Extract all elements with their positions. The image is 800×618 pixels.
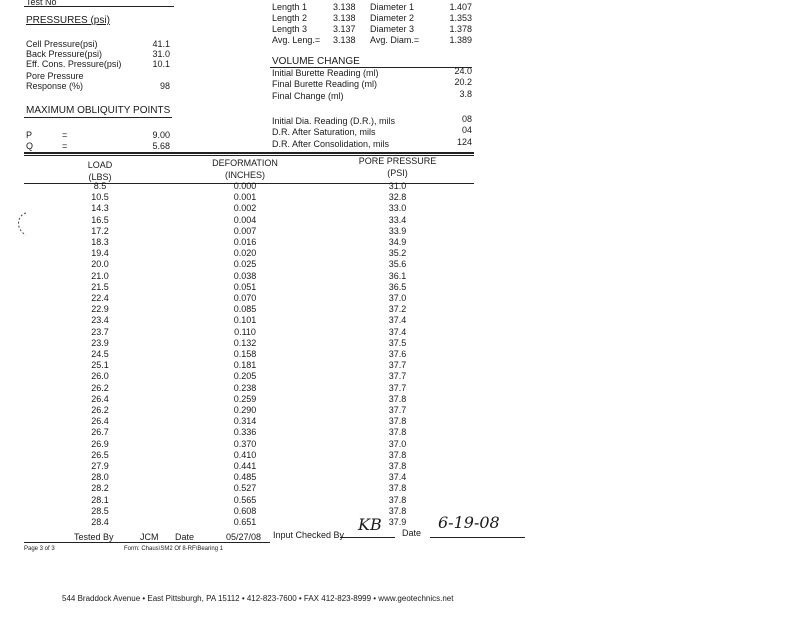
cell-load: 28.0 — [91, 472, 109, 483]
length-value: 3.138 — [333, 13, 356, 23]
checked-by-line — [340, 537, 395, 538]
cell-def: 0.020 — [233, 248, 257, 259]
cell-def: 0.132 — [233, 337, 257, 348]
cell-pore: 37.8 — [388, 449, 407, 460]
length-value: 3.138 — [333, 35, 356, 45]
cell-def: 0.527 — [233, 483, 257, 494]
pressure-value: 31.0 — [152, 49, 170, 59]
table-top-rule — [24, 152, 474, 154]
table-row — [0, 371, 480, 382]
cell-def: 0.410 — [233, 449, 257, 460]
cell-def: 0.001 — [233, 192, 257, 203]
diameter-label: Diameter 1 — [370, 2, 415, 12]
table-row — [0, 450, 480, 461]
cell-load: 26.5 — [91, 449, 109, 460]
diameter-value: 1.407 — [449, 2, 472, 12]
cell-pore: 37.8 — [388, 494, 407, 505]
cell-load: 24.5 — [91, 349, 109, 359]
dial-value: 124 — [456, 137, 472, 147]
pressure-value: 41.1 — [152, 39, 170, 49]
cell-load: 26.4 — [91, 416, 109, 427]
cell-def: 0.016 — [233, 237, 257, 247]
table-row — [0, 338, 480, 349]
company-address: 544 Braddock Avenue • East Pittsburgh, PA 15112 • 412-823-7600 • FAX 412-823-8999 • www.geotechnics.net — [62, 594, 454, 603]
pressure-value: 98 — [159, 81, 170, 91]
diameter-label: Avg. Diam.= — [370, 35, 420, 45]
cell-def: 0.181 — [233, 360, 257, 371]
cell-pore: 36.5 — [388, 281, 407, 292]
cell-def: 0.608 — [233, 505, 257, 516]
table-row — [0, 461, 480, 472]
cell-load: 23.4 — [91, 315, 109, 326]
table-row — [0, 237, 480, 248]
cell-load: 16.5 — [91, 214, 109, 225]
pressure-label: Pore Pressure — [26, 71, 84, 81]
length-label: Length 2 — [272, 13, 308, 23]
date2-handwritten: 6-19-08 — [438, 513, 500, 532]
table-row — [0, 248, 480, 259]
date2-label: Date — [402, 528, 422, 538]
cell-load: 22.4 — [91, 293, 109, 303]
date-value: 05/27/08 — [226, 532, 262, 542]
cell-load: 21.0 — [91, 270, 109, 281]
cell-load: 22.9 — [91, 304, 109, 315]
tested-by-label: Tested By — [74, 532, 114, 542]
page-indicator: Page 3 of 3 — [24, 546, 55, 552]
cell-pore: 37.8 — [388, 483, 407, 494]
table-row — [0, 506, 480, 517]
volume-label: Final Change (ml) — [272, 91, 344, 101]
dial-value: 08 — [461, 114, 472, 124]
pressure-label: Response (%) — [26, 81, 84, 91]
table-row — [0, 215, 480, 226]
checked-by-label: Input Checked By — [273, 530, 345, 540]
pressure-label: Back Pressure(psi) — [26, 49, 103, 59]
cell-def: 0.007 — [233, 225, 257, 236]
cell-load: 26.2 — [91, 382, 109, 393]
cell-pore: 37.8 — [388, 461, 407, 471]
cell-def: 0.290 — [233, 405, 257, 415]
cell-load: 26.2 — [91, 405, 109, 415]
table-row — [0, 405, 480, 416]
cell-def: 0.651 — [233, 517, 257, 527]
tested-line — [24, 542, 270, 543]
test-no-label: Test No — [26, 0, 57, 7]
table-row — [0, 495, 480, 506]
cell-def: 0.565 — [233, 494, 257, 505]
obliquity-label-q: Q — [26, 141, 34, 151]
cell-pore: 37.6 — [388, 349, 407, 359]
length-label: Avg. Leng.= — [272, 35, 321, 45]
date2-line — [430, 537, 525, 538]
col-header-deformation-unit: (INCHES) — [225, 170, 265, 180]
table-row — [0, 181, 480, 192]
dial-label: D.R. After Saturation, mils — [272, 127, 376, 137]
volume-label: Final Burette Reading (ml) — [272, 79, 378, 89]
cell-def: 0.110 — [234, 326, 256, 337]
length-value: 3.138 — [333, 2, 356, 12]
cell-load: 19.4 — [91, 248, 109, 259]
table-row — [0, 349, 480, 360]
cell-pore: 34.9 — [388, 237, 407, 247]
cell-def: 0.336 — [233, 427, 257, 438]
cell-load: 26.7 — [91, 427, 109, 438]
cell-def: 0.158 — [233, 349, 257, 359]
cell-load: 26.9 — [91, 438, 109, 449]
cell-pore: 37.7 — [388, 360, 407, 371]
obliquity-eq-q: = — [62, 141, 68, 151]
dial-label: D.R. After Consolidation, mils — [272, 139, 390, 149]
cell-pore: 37.9 — [388, 517, 407, 527]
cell-def: 0.441 — [233, 461, 257, 471]
table-row — [0, 383, 480, 394]
cell-def: 0.101 — [233, 315, 257, 326]
cell-pore: 37.0 — [388, 438, 407, 449]
cell-load: 26.0 — [91, 371, 109, 382]
col-header-pore: PORE PRESSURE — [358, 156, 437, 166]
cell-load: 8.5 — [93, 181, 107, 191]
cell-load: 28.2 — [91, 483, 109, 494]
date-label: Date — [175, 532, 195, 542]
pressures-title: PRESSURES (psi) — [26, 15, 110, 26]
table-row — [0, 203, 480, 214]
cell-def: 0.485 — [233, 472, 257, 483]
table-row — [0, 394, 480, 405]
cell-pore: 33.0 — [388, 203, 407, 214]
cell-def: 0.370 — [233, 438, 257, 449]
cell-def: 0.205 — [233, 371, 257, 382]
cell-def: 0.004 — [233, 214, 257, 225]
cell-load: 14.3 — [91, 203, 109, 214]
table-row — [0, 304, 480, 315]
form-file-reference: Form: Chaus\SM2 Of 8-RF\Bearing 1 — [124, 546, 224, 552]
table-row — [0, 282, 480, 293]
cell-load: 23.7 — [91, 326, 109, 337]
cell-def: 0.000 — [233, 181, 257, 191]
cell-load: 17.2 — [91, 225, 109, 236]
cell-pore: 37.2 — [388, 304, 407, 315]
cell-load: 21.5 — [91, 281, 109, 292]
test-no-underline — [24, 6, 174, 7]
cell-pore: 37.4 — [388, 326, 407, 337]
max-obliquity-title: MAXIMUM OBLIQUITY POINTS — [26, 105, 171, 116]
cell-load: 27.9 — [91, 461, 109, 471]
col-header-deformation: DEFORMATION — [212, 158, 278, 168]
cell-load: 25.1 — [91, 360, 109, 371]
obliquity-value-p: 9.00 — [152, 130, 170, 140]
cell-load: 20.0 — [91, 259, 109, 270]
cell-pore: 37.7 — [388, 382, 407, 393]
scan-mark-icon — [12, 210, 34, 240]
diameter-label: Diameter 2 — [370, 13, 415, 23]
table-row — [0, 259, 480, 270]
cell-pore: 37.8 — [388, 393, 407, 404]
cell-pore: 35.6 — [388, 259, 407, 270]
cell-load: 26.4 — [91, 393, 109, 404]
table-row — [0, 327, 480, 338]
diameter-value: 1.378 — [449, 24, 472, 34]
cell-def: 0.070 — [233, 293, 257, 303]
diameter-value: 1.389 — [449, 35, 472, 45]
table-row — [0, 439, 480, 450]
cell-pore: 37.4 — [388, 472, 407, 483]
cell-def: 0.259 — [233, 393, 257, 404]
cell-load: 28.1 — [91, 494, 109, 505]
max-obliquity-underline — [24, 117, 172, 118]
volume-label: Initial Burette Reading (ml) — [272, 68, 379, 78]
table-row — [0, 360, 480, 371]
col-header-pore-unit: (PSI) — [387, 168, 408, 178]
table-row — [0, 483, 480, 494]
table-row — [0, 226, 480, 237]
cell-pore: 36.1 — [388, 270, 407, 281]
volume-value: 3.8 — [459, 89, 472, 99]
cell-def: 0.051 — [233, 281, 257, 292]
cell-pore: 35.2 — [388, 248, 407, 259]
cell-pore: 37.5 — [388, 337, 407, 348]
tested-by-value: JCM — [140, 532, 159, 542]
cell-load: 28.5 — [91, 505, 109, 516]
cell-pore: 31.0 — [388, 181, 407, 191]
cell-pore: 33.9 — [388, 225, 407, 236]
diameter-value: 1.353 — [449, 13, 472, 23]
table-row — [0, 271, 480, 282]
cell-pore: 37.8 — [388, 427, 407, 438]
pressure-label: Cell Pressure(psi) — [26, 39, 98, 49]
cell-pore: 37.8 — [388, 416, 407, 427]
table-row — [0, 293, 480, 304]
volume-value: 24.0 — [454, 66, 472, 76]
table-row — [0, 472, 480, 483]
cell-pore: 37.7 — [388, 371, 407, 382]
cell-pore: 33.4 — [388, 214, 407, 225]
cell-load: 10.5 — [91, 192, 109, 203]
diameter-label: Diameter 3 — [370, 24, 415, 34]
table-row — [0, 416, 480, 427]
cell-def: 0.314 — [233, 416, 257, 427]
pressure-label: Eff. Cons. Pressure(psi) — [26, 59, 122, 69]
cell-def: 0.025 — [233, 259, 257, 270]
cell-pore: 37.4 — [388, 315, 407, 326]
length-label: Length 1 — [272, 2, 308, 12]
length-value: 3.137 — [333, 24, 356, 34]
obliquity-eq-p: = — [62, 130, 68, 140]
cell-pore: 37.7 — [388, 405, 407, 415]
dial-label: Initial Dia. Reading (D.R.), mils — [272, 116, 396, 126]
pressure-value: 10.1 — [152, 59, 170, 69]
col-header-load-unit: (LBS) — [88, 172, 112, 182]
cell-def: 0.238 — [233, 382, 257, 393]
volume-value: 20.2 — [454, 77, 472, 87]
table-row — [0, 427, 480, 438]
table-row — [0, 192, 480, 203]
cell-pore: 37.0 — [388, 293, 407, 303]
obliquity-value-q: 5.68 — [152, 141, 170, 151]
length-label: Length 3 — [272, 24, 308, 34]
table-row — [0, 315, 480, 326]
cell-load: 23.9 — [91, 337, 109, 348]
cell-pore: 32.8 — [388, 192, 407, 203]
col-header-load: LOAD — [87, 160, 113, 170]
cell-pore: 37.8 — [388, 505, 407, 516]
volume-change-title: VOLUME CHANGE — [272, 56, 360, 67]
cell-load: 18.3 — [91, 237, 109, 247]
dial-value: 04 — [461, 125, 472, 135]
obliquity-label-p: P — [26, 130, 33, 140]
cell-def: 0.038 — [233, 270, 257, 281]
checked-by-signature: KB — [358, 515, 382, 534]
cell-def: 0.002 — [233, 203, 257, 214]
cell-load: 28.4 — [91, 517, 109, 527]
cell-def: 0.085 — [233, 304, 257, 315]
